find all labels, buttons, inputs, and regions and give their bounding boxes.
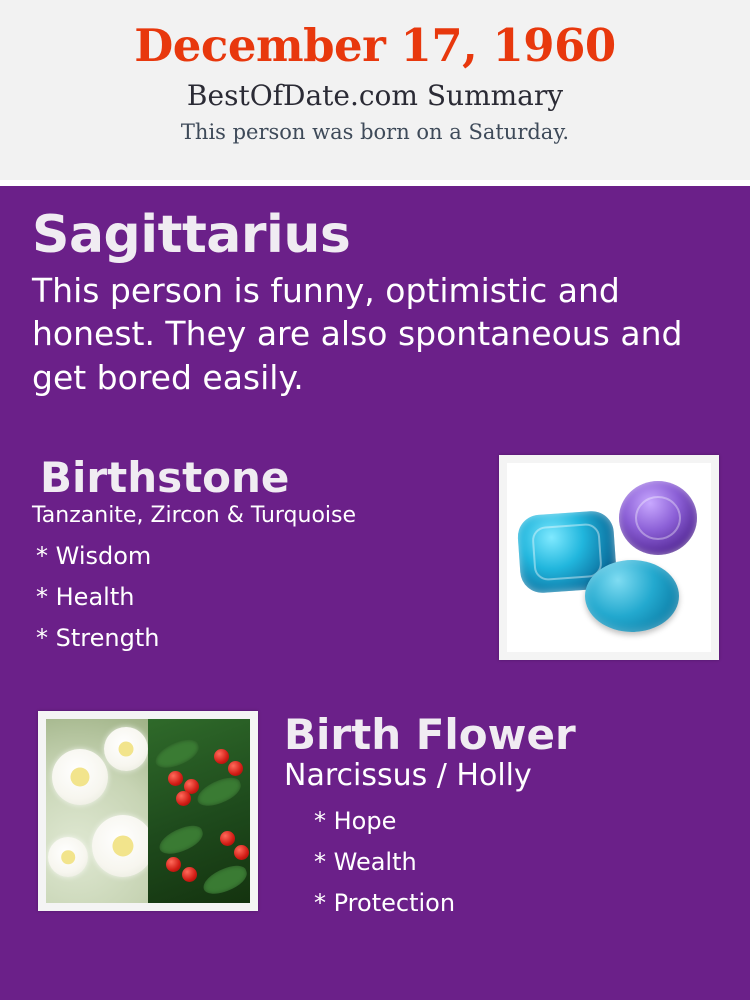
birthstone-trait: * Wisdom — [36, 542, 152, 571]
content-panel — [0, 186, 750, 1000]
birthstone-image-inner — [507, 463, 711, 652]
holly-berry-icon — [228, 761, 243, 776]
header — [0, 0, 750, 180]
birth-day-note: This person was born on a Saturday. — [180, 120, 570, 145]
flower-bloom-icon — [92, 815, 154, 877]
birthflower-text — [280, 711, 720, 917]
zodiac-title: Sagittarius — [32, 205, 351, 265]
birthflower-trait: * Hope — [314, 807, 397, 836]
holly-berry-icon — [220, 831, 235, 846]
holly-leaf-icon — [156, 822, 207, 858]
birthstone-image — [499, 455, 719, 660]
birthflower-image — [38, 711, 258, 911]
birthstone-trait: * Strength — [36, 624, 160, 653]
zodiac-section — [30, 205, 720, 399]
flower-bloom-icon — [52, 749, 108, 805]
birthflower-section — [30, 711, 720, 941]
holly-berry-icon — [168, 771, 183, 786]
holly-berry-icon — [166, 857, 181, 872]
birthflower-image-inner — [46, 719, 250, 903]
holly-photo — [148, 719, 250, 903]
holly-berry-icon — [234, 845, 249, 860]
birthflower-trait: * Wealth — [314, 848, 417, 877]
holly-berry-icon — [214, 749, 229, 764]
birthflower-names: Narcissus / Holly — [284, 758, 532, 794]
holly-berry-icon — [176, 791, 191, 806]
gem-round-icon — [619, 481, 697, 555]
holly-leaf-icon — [200, 862, 250, 898]
gem-oval-icon — [585, 560, 679, 632]
holly-leaf-icon — [194, 774, 245, 810]
birthstone-section — [30, 455, 720, 685]
holly-berry-icon — [182, 867, 197, 882]
flower-bloom-icon — [104, 727, 148, 771]
holly-leaf-icon — [152, 736, 203, 772]
narcissus-photo — [46, 719, 148, 903]
site-name: BestOfDate.com Summary — [186, 79, 564, 113]
zodiac-description: This person is funny, optimistic and honest. They are also spontaneous and get bored easily. — [32, 270, 683, 397]
birthflower-title: Birth Flower — [284, 710, 576, 760]
birthstone-title: Birthstone — [40, 453, 290, 503]
birthstone-trait: * Health — [36, 583, 135, 612]
page-title: December 17, 1960 — [134, 19, 616, 72]
birthstone-names: Tanzanite, Zircon & Turquoise — [32, 503, 357, 529]
birthflower-trait: * Protection — [314, 889, 456, 918]
flower-bloom-icon — [48, 837, 88, 877]
